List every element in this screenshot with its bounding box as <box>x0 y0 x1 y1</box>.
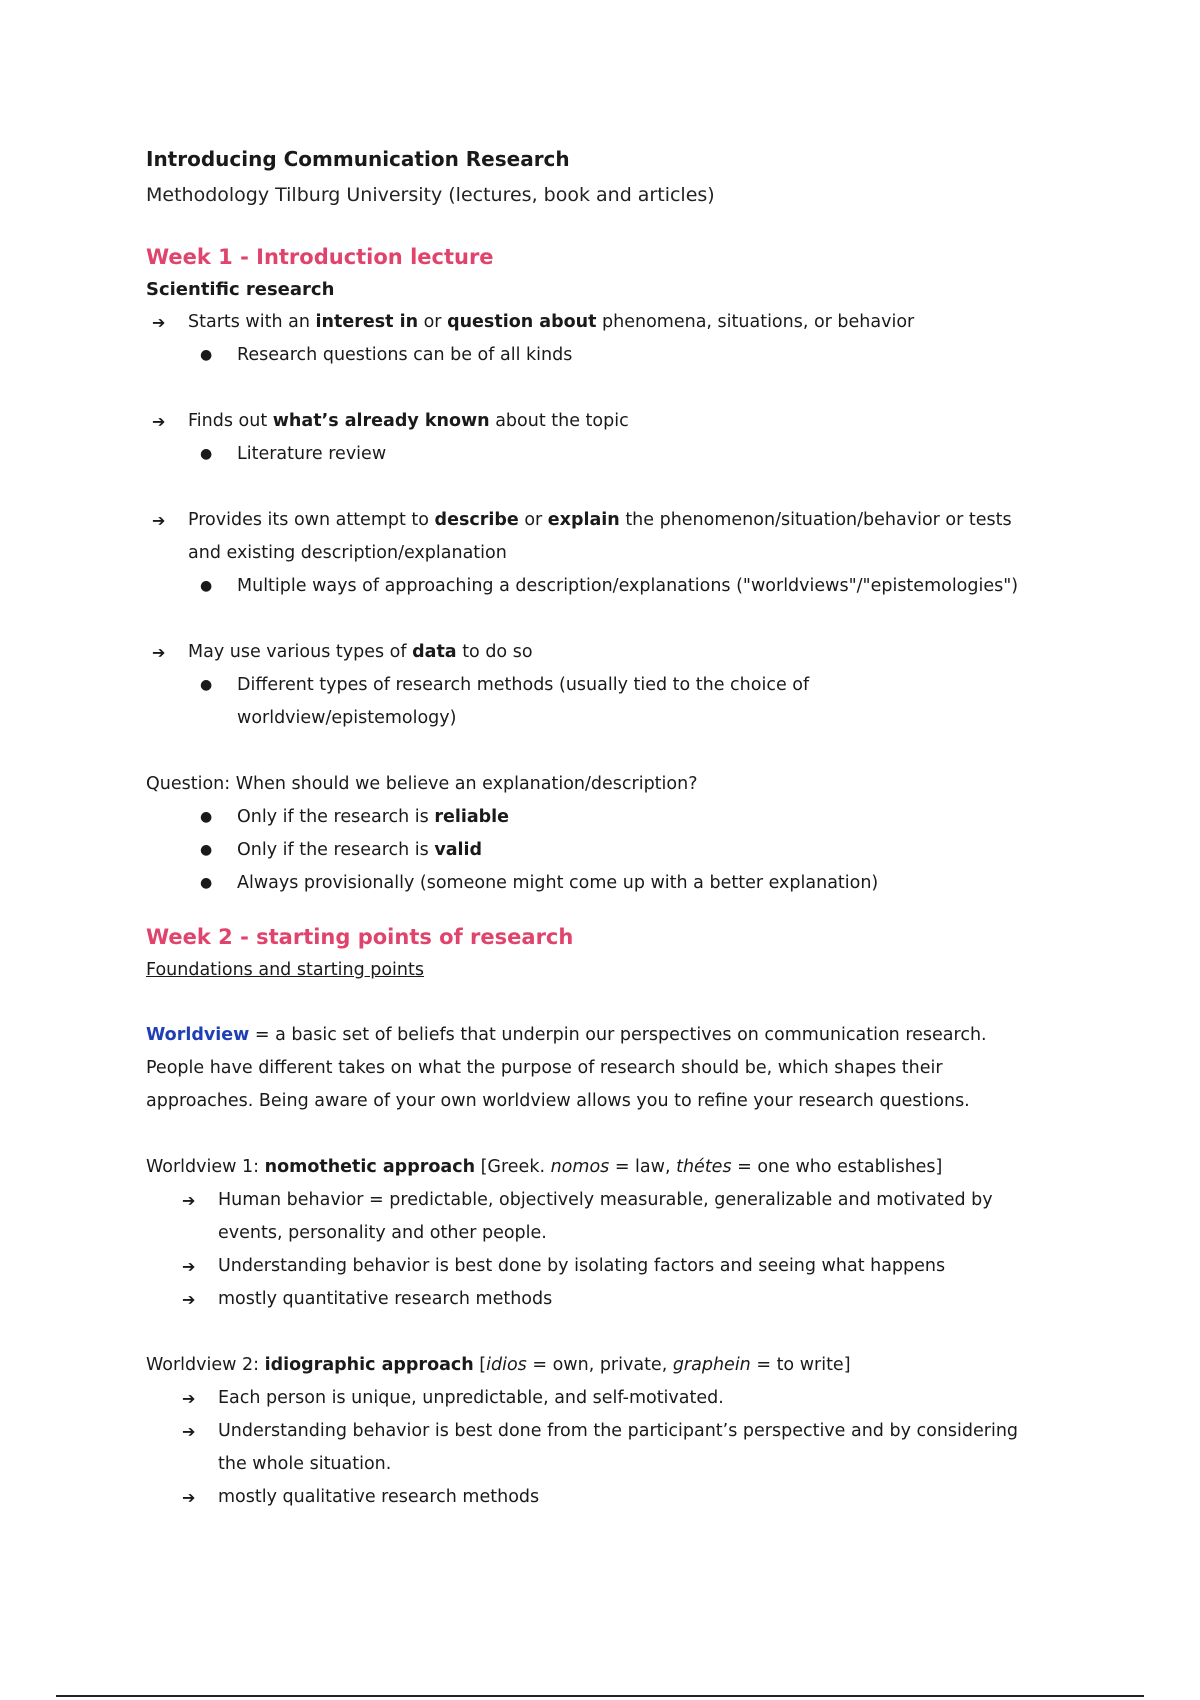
page-bottom-rule <box>56 1695 1144 1697</box>
arrow-icon: ➔ <box>182 1389 196 1408</box>
etymology-text: = law, <box>609 1157 677 1177</box>
bullet-point <box>146 669 1076 702</box>
week-2-heading: Week 2 - starting points of research <box>146 925 574 949</box>
answer-text: Only if the research is <box>237 807 435 827</box>
point-text: the phenomenon/situation/behavior or tests <box>619 510 1012 530</box>
arrow-point-continuation <box>146 537 1076 570</box>
worldview-1-point-continuation <box>146 1217 1076 1250</box>
bullet-text: Multiple ways of approaching a description/explanations ("worldviews"/"epistemologies") <box>237 576 1019 596</box>
etymology-term: graphein <box>672 1355 751 1375</box>
arrow-point <box>146 306 1076 339</box>
bullet-point-continuation <box>146 702 1076 735</box>
point-text: May use various types of <box>188 642 413 662</box>
document-content <box>146 140 1076 1514</box>
point-text: Finds out <box>188 411 273 431</box>
point-text: or <box>518 510 548 530</box>
bullet-icon: ● <box>200 809 213 825</box>
bullet-point <box>146 438 1076 471</box>
answer-item <box>146 801 1076 834</box>
worldview-name: nomothetic approach <box>264 1157 476 1177</box>
bullet-icon: ● <box>200 347 213 363</box>
arrow-icon: ➔ <box>152 313 166 332</box>
week-1-heading: Week 1 - Introduction lecture <box>146 245 494 269</box>
point-text: Each person is unique, unpredictable, and self-motivated. <box>218 1388 724 1408</box>
answer-item <box>146 867 1076 900</box>
bullet-point <box>146 339 1076 372</box>
foundations-subheading: Foundations and starting points <box>146 960 424 980</box>
worldview-1-point <box>146 1283 1076 1316</box>
point-text: mostly qualitative research methods <box>218 1487 540 1507</box>
etymology-text: = to write] <box>750 1355 851 1375</box>
definition-text: = a basic set of beliefs that underpin our perspectives on communication research. <box>249 1025 987 1045</box>
worldview-2-point <box>146 1481 1076 1514</box>
point-text: to do so <box>456 642 533 662</box>
bullet-icon: ● <box>200 875 213 891</box>
worldview-1-point <box>146 1184 1076 1217</box>
etymology-text: [ <box>473 1355 487 1375</box>
etymology-term: thétes <box>676 1157 732 1177</box>
answer-bold: reliable <box>434 807 510 827</box>
point-bold: describe <box>434 510 519 530</box>
point-text: or <box>418 312 448 332</box>
point-text: the whole situation. <box>218 1454 392 1474</box>
answer-text: Always provisionally (someone might come up with a better explanation) <box>237 873 879 893</box>
etymology-text: = one who establishes] <box>731 1157 943 1177</box>
question-text: Question: When should we believe an explanation/description? <box>146 774 698 794</box>
arrow-icon: ➔ <box>182 1422 196 1441</box>
etymology-text: = own, private, <box>526 1355 673 1375</box>
worldview-2-point <box>146 1382 1076 1415</box>
worldview-label: Worldview 2: <box>146 1355 265 1375</box>
etymology-term: nomos <box>550 1157 610 1177</box>
bullet-icon: ● <box>200 578 213 594</box>
point-text: mostly quantitative research methods <box>218 1289 553 1309</box>
bullet-text: Research questions can be of all kinds <box>237 345 573 365</box>
bullet-icon: ● <box>200 677 213 693</box>
worldview-2-point-continuation <box>146 1448 1076 1481</box>
worldview-term: Worldview <box>146 1025 250 1045</box>
point-text: about the topic <box>489 411 629 431</box>
arrow-point <box>146 636 1076 669</box>
point-bold: explain <box>547 510 620 530</box>
bullet-text: worldview/epistemology) <box>237 708 457 728</box>
arrow-icon: ➔ <box>182 1488 196 1507</box>
point-text: events, personality and other people. <box>218 1223 547 1243</box>
arrow-icon: ➔ <box>182 1257 196 1276</box>
answer-item <box>146 834 1076 867</box>
worldview-1-heading <box>146 1151 1076 1184</box>
point-text: Starts with an <box>188 312 316 332</box>
point-bold: what’s already known <box>272 411 490 431</box>
point-text: phenomena, situations, or behavior <box>596 312 915 332</box>
point-text: Understanding behavior is best done from the participant’s perspective and by considering <box>218 1421 1019 1441</box>
point-text: Understanding behavior is best done by isolating factors and seeing what happens <box>218 1256 946 1276</box>
scientific-research-heading: Scientific research <box>146 279 335 300</box>
worldview-label: Worldview 1: <box>146 1157 265 1177</box>
point-text: Human behavior = predictable, objectively measurable, generalizable and motivated by <box>218 1190 993 1210</box>
worldview-2-heading <box>146 1349 1076 1382</box>
point-bold: question about <box>447 312 597 332</box>
definition-line: approaches. Being aware of your own worldview allows you to refine your research questions. <box>146 1091 970 1111</box>
arrow-icon: ➔ <box>182 1191 196 1210</box>
worldview-2-point <box>146 1415 1076 1448</box>
bullet-text: Different types of research methods (usually tied to the choice of <box>237 675 810 695</box>
worldview-definition <box>146 1019 1076 1052</box>
answer-text: Only if the research is <box>237 840 435 860</box>
answer-bold: valid <box>434 840 483 860</box>
arrow-point <box>146 504 1076 537</box>
point-text: and existing description/explanation <box>188 543 507 563</box>
arrow-icon: ➔ <box>182 1290 196 1309</box>
etymology-text: [Greek. <box>475 1157 551 1177</box>
arrow-icon: ➔ <box>152 511 166 530</box>
bullet-icon: ● <box>200 446 213 462</box>
arrow-icon: ➔ <box>152 412 166 431</box>
worldview-name: idiographic approach <box>264 1355 474 1375</box>
bullet-text: Literature review <box>237 444 387 464</box>
point-text: Provides its own attempt to <box>188 510 435 530</box>
etymology-term: idios <box>486 1355 527 1375</box>
definition-line: People have different takes on what the purpose of research should be, which shapes their <box>146 1058 943 1078</box>
document-subtitle: Methodology Tilburg University (lectures, book and articles) <box>146 184 715 206</box>
bullet-icon: ● <box>200 842 213 858</box>
arrow-point <box>146 405 1076 438</box>
point-bold: data <box>412 642 457 662</box>
document-title: Introducing Communication Research <box>146 147 570 171</box>
arrow-icon: ➔ <box>152 643 166 662</box>
point-bold: interest in <box>315 312 419 332</box>
worldview-1-point <box>146 1250 1076 1283</box>
bullet-point <box>146 570 1076 603</box>
